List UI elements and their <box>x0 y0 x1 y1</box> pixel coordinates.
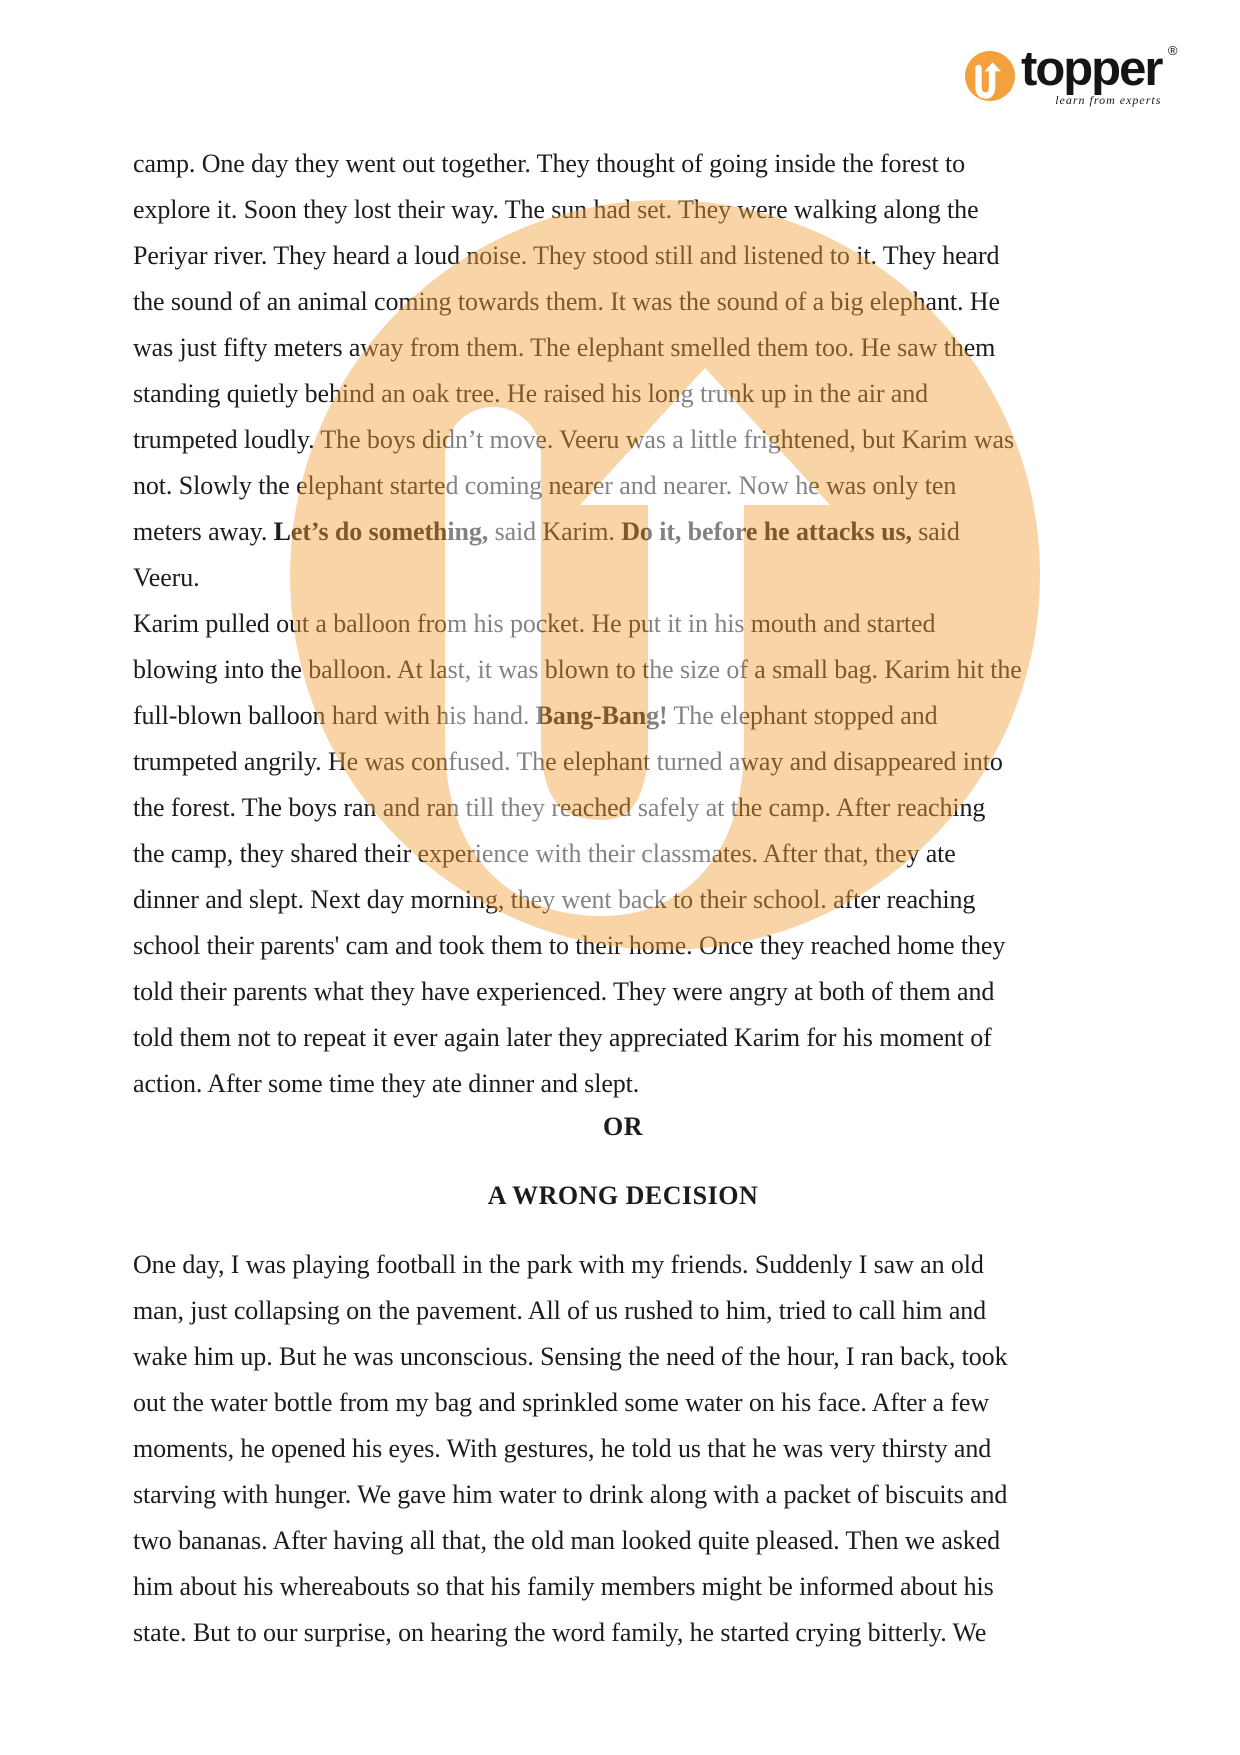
story-line: two bananas. After having all that, the old man looked quite pleased. Then we asked <box>133 1526 1001 1555</box>
or-label: OR <box>603 1112 643 1141</box>
story-line: Karim pulled out a balloon from his pocket. He put it in his mouth and started <box>133 609 936 638</box>
story-2-title <box>133 1173 1113 1219</box>
story-line: was just fifty meters away from them. The elephant smelled them too. He saw them <box>133 333 996 362</box>
story-line: told them not to repeat it ever again later they appreciated Karim for his moment of <box>133 1023 992 1052</box>
story-line: trumpeted loudly. The boys didn’t move. Veeru was a little frightened, but Karim was <box>133 425 1014 454</box>
registered-trademark-symbol: ® <box>1167 43 1178 58</box>
or-divider <box>133 1104 1113 1150</box>
story-line: moments, he opened his eyes. With gestures, he told us that he was very thirsty and <box>133 1434 992 1463</box>
brand-logo <box>965 42 1178 107</box>
story-line: trumpeted angrily. He was confused. The elephant turned away and disappeared into <box>133 747 1003 776</box>
story-line: Veeru. <box>133 563 200 592</box>
story-line: school their parents' cam and took them to their home. Once they reached home they <box>133 931 1006 960</box>
page-title: A WRONG DECISION <box>487 1181 759 1210</box>
story-line: man, just collapsing on the pavement. All of us rushed to him, tried to call him and <box>133 1296 987 1325</box>
story-line: standing quietly behind an oak tree. He raised his long trunk up in the air and <box>133 379 929 408</box>
brand-tagline: learn from experts <box>1055 93 1162 107</box>
story-line: not. Slowly the elephant started coming nearer and nearer. Now he was only ten <box>133 471 957 500</box>
u-arrow-icon <box>965 51 1015 101</box>
story-line: wake him up. But he was unconscious. Sensing the need of the hour, I ran back, took <box>133 1342 1008 1371</box>
story-line: the forest. The boys ran and ran till they reached safely at the camp. After reaching <box>133 793 986 822</box>
story-line: state. But to our surprise, on hearing the word family, he started crying bitterly. We <box>133 1618 987 1647</box>
story-line: him about his whereabouts so that his family members might be informed about his <box>133 1572 994 1601</box>
story-line: explore it. Soon they lost their way. The sun had set. They were walking along the <box>133 195 979 224</box>
story-line: blowing into the balloon. At last, it was blown to the size of a small bag. Karim hit the <box>133 655 1022 684</box>
story-line: the camp, they shared their experience with their classmates. After that, they ate <box>133 839 956 868</box>
story-2-text <box>133 1242 1113 1656</box>
story-line: out the water bottle from my bag and sprinkled some water on his face. After a few <box>133 1388 990 1417</box>
story-line: the sound of an animal coming towards them. It was the sound of a big elephant. He <box>133 287 1000 316</box>
story-line: dinner and slept. Next day morning, they went back to their school. after reaching <box>133 885 976 914</box>
story-line: One day, I was playing football in the park with my friends. Suddenly I saw an old <box>133 1250 984 1279</box>
brand-name: topper <box>1021 42 1162 96</box>
story-line: meters away. Let’s do something, said Karim. Do it, before he attacks us, said <box>133 517 960 546</box>
story-line: camp. One day they went out together. They thought of going inside the forest to <box>133 149 966 178</box>
story-line: full-blown balloon hard with his hand. Bang-Bang! The elephant stopped and <box>133 701 938 730</box>
story-line: starving with hunger. We gave him water to drink along with a packet of biscuits and <box>133 1480 1008 1509</box>
story-line: Periyar river. They heard a loud noise. They stood still and listened to it. They heard <box>133 241 1000 270</box>
story-line: action. After some time they ate dinner and slept. <box>133 1069 640 1098</box>
story-1-text <box>133 141 1113 1107</box>
story-line: told their parents what they have experienced. They were angry at both of them and <box>133 977 995 1006</box>
